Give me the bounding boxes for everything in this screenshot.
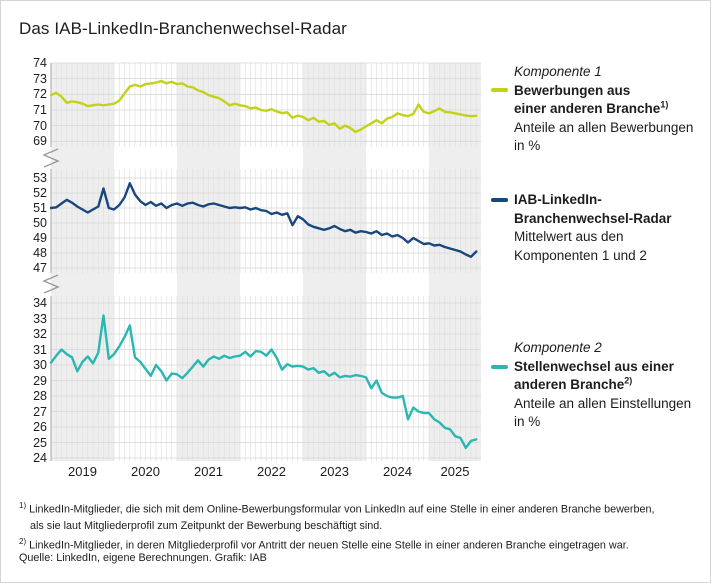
y-tick-label-komponente2: 24 [33,451,47,465]
y-tick-label-radar: 48 [33,246,47,260]
x-tick-label-2023: 2023 [320,464,349,479]
y-tick-label-radar: 49 [33,231,47,245]
y-tick-label-komponente2: 34 [33,296,47,310]
y-tick-label-komponente1: 69 [33,134,47,149]
x-tick-label-2020: 2020 [131,464,160,479]
legend-radar [514,191,672,265]
komponente2-legend-dash [491,365,508,369]
komponente1-label: Komponente 1 [514,64,602,79]
y-tick-label-komponente1: 74 [33,56,47,70]
footnote-2: $^{2)}$ LinkedIn-Mitglieder, in deren Mitgliederprofil vor Antritt der neuen Stelle eine Stelle in einer anderen Branche eingetragen war. [19,537,629,552]
x-tick-label-2024: 2024 [383,464,412,479]
y-tick-label-radar: 50 [33,216,47,230]
komponente1-legend-dash [491,88,508,92]
y-tick-label-komponente2: 27 [33,404,47,419]
radar-line [51,183,476,256]
y-tick-label-radar: 51 [33,201,47,215]
radar-desc-line2: Komponenten 1 und 2 [514,247,647,263]
y-tick-label-komponente2: 26 [33,420,47,434]
y-tick-label-komponente2: 33 [33,311,47,326]
y-tick-label-komponente1: 70 [33,118,47,133]
komponente2-desc-line1: Anteile an allen Einstellungen [514,395,692,411]
radar-desc-line1: Mittelwert aus den [514,229,624,244]
y-tick-label-komponente2: 32 [33,327,47,341]
komponente2-name-line1: Stellenwechsel aus einer [514,358,674,374]
radar-name-line1: IAB-LinkedIn- [514,192,602,207]
legend-komponente2 [514,339,691,432]
y-tick-label-komponente1: 71 [33,102,47,117]
y-tick-label-radar: 53 [33,171,47,185]
x-tick-label-2019: 2019 [68,464,97,479]
radar-legend-dash [491,198,508,202]
komponente1-line [51,81,476,132]
komponente1-footnote-marker: 1) [660,99,669,110]
y-tick-label-komponente2: 25 [33,435,47,450]
chart-title: Das IAB-LinkedIn-Branchenwechsel-Radar [19,19,347,38]
komponente2-desc-line2: in % [514,414,541,429]
komponente2-line [51,315,476,448]
komponente1-desc-line2: in % [514,138,541,153]
komponente1-name-line1: Bewerbungen aus [514,82,631,98]
legend-komponente1 [514,63,693,156]
y-tick-label-komponente2: 31 [33,342,47,357]
y-tick-label-radar: 52 [33,186,47,200]
y-tick-label-komponente1: 73 [33,71,47,86]
y-tick-label-komponente2: 30 [33,358,47,372]
komponente2-footnote-marker: 2) [624,375,633,386]
x-tick-label-2022: 2022 [257,464,286,479]
x-tick-label-2021: 2021 [194,464,223,479]
x-tick-label-2025: 2025 [440,464,470,479]
y-tick-label-komponente2: 28 [33,389,47,403]
komponente1-desc-line1: Anteile an allen Bewerbungen [514,119,694,135]
radar-name-line2: Branchenwechsel-Radar [514,210,672,226]
y-tick-label-radar: 47 [33,261,47,275]
komponente1-name-line2: einer anderen Branche$^{1)}$ [514,99,669,116]
komponente2-name-line2: anderen Branche$^{2)}$ [514,375,633,392]
y-tick-label-komponente1: 72 [33,87,47,102]
y-tick-label-komponente2: 29 [33,373,47,388]
komponente2-label: Komponente 2 [514,340,602,355]
source-line: Quelle: LinkedIn, eigene Berechnungen. Grafik: IAB [19,552,267,564]
footnote-1: $^{1)}$ LinkedIn-Mitglieder, die sich mit dem Online-Bewerbungsformular von LinkedIn auf eine Stelle in einer anderen Branche bewerben, als sie laut Mitgliederprofil zum Zeitpunkt der Bewerbung beschäftigt sind. [19,501,655,532]
